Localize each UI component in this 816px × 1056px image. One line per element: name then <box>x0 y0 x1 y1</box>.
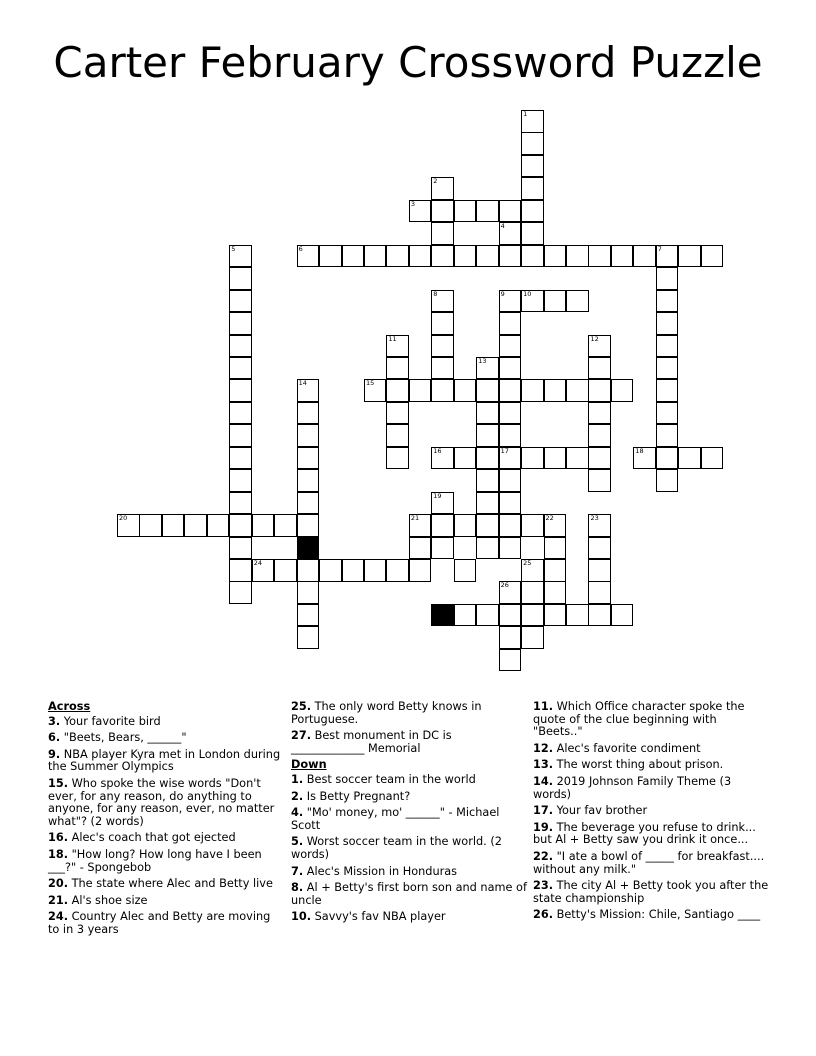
grid-cell[interactable] <box>297 424 320 447</box>
grid-cell[interactable] <box>229 312 252 335</box>
grid-cell[interactable] <box>409 200 432 223</box>
grid-cell[interactable] <box>521 245 544 268</box>
grid-cell[interactable] <box>521 379 544 402</box>
clue-number: 6. <box>48 731 61 745</box>
grid-cell[interactable] <box>656 402 679 425</box>
grid-cell[interactable] <box>701 245 724 268</box>
grid-cell[interactable] <box>544 290 567 313</box>
grid-cell[interactable] <box>162 514 185 537</box>
grid-cell[interactable] <box>431 447 454 470</box>
grid-cell[interactable] <box>364 379 387 402</box>
down-clue <box>533 909 769 922</box>
grid-cell[interactable] <box>454 245 477 268</box>
grid-cell[interactable] <box>229 537 252 560</box>
grid-cell[interactable] <box>229 379 252 402</box>
grid-cell[interactable] <box>454 514 477 537</box>
grid-cell[interactable] <box>297 626 320 649</box>
down-clue <box>533 759 769 772</box>
grid-cell[interactable] <box>229 581 252 604</box>
grid-cell[interactable] <box>454 379 477 402</box>
grid-cell[interactable] <box>476 492 499 515</box>
grid-cell[interactable] <box>499 312 522 335</box>
grid-cell[interactable] <box>342 245 365 268</box>
grid-cell[interactable] <box>409 245 432 268</box>
clue-number: 21 <box>410 514 420 523</box>
grid-cell[interactable] <box>229 245 252 268</box>
grid-cell[interactable] <box>274 559 297 582</box>
across-clue <box>48 911 284 936</box>
clue-number: 24 <box>253 559 262 567</box>
grid-cell[interactable] <box>476 604 499 627</box>
clue-number: 9 <box>500 289 505 298</box>
grid-cell[interactable] <box>319 245 342 268</box>
clue-number: 8. <box>291 881 304 895</box>
grid-cell[interactable] <box>274 514 297 537</box>
clue-text: The city Al + Betty took you after the state championship <box>533 879 769 905</box>
clue-text: "Beets, Bears, ______" <box>63 731 187 745</box>
grid-cell[interactable] <box>588 514 611 537</box>
grid-cell[interactable] <box>633 245 656 268</box>
grid-cell[interactable] <box>476 447 499 470</box>
grid-cell[interactable] <box>297 379 320 402</box>
clue-text: NBA player Kyra met in London during the Summer Olympics <box>48 747 281 774</box>
grid-cell[interactable] <box>431 379 454 402</box>
grid-cell[interactable] <box>297 559 320 582</box>
grid-cell[interactable] <box>252 559 275 582</box>
grid-cell[interactable] <box>678 447 701 470</box>
grid-cell[interactable] <box>521 177 544 200</box>
grid-cell[interactable] <box>588 447 611 470</box>
grid-cell[interactable] <box>521 514 544 537</box>
grid-cell[interactable] <box>386 357 409 380</box>
grid-cell[interactable] <box>544 447 567 470</box>
grid-cell[interactable] <box>431 335 454 358</box>
clue-number: 22. <box>533 849 554 863</box>
grid-cell[interactable] <box>229 559 252 582</box>
clue-text: The state where Alec and Betty live <box>71 877 273 891</box>
grid-cell[interactable] <box>656 357 679 380</box>
across-clue <box>48 878 284 891</box>
grid-cell[interactable] <box>454 447 477 470</box>
down-clue <box>291 882 527 907</box>
clue-number: 14. <box>533 774 554 788</box>
grid-cell[interactable] <box>588 604 611 627</box>
grid-cell[interactable] <box>656 245 679 268</box>
black-square <box>431 604 454 627</box>
grid-cell[interactable] <box>499 492 522 515</box>
clues-column-3 <box>533 701 769 926</box>
grid-cell[interactable] <box>678 245 701 268</box>
grid-cell[interactable] <box>252 514 275 537</box>
grid-cell[interactable] <box>364 245 387 268</box>
grid-cell[interactable] <box>431 177 454 200</box>
grid-cell[interactable] <box>499 335 522 358</box>
clue-number: 10. <box>291 910 312 924</box>
grid-cell[interactable] <box>386 379 409 402</box>
grid-cell[interactable] <box>588 335 611 358</box>
clue-number: 9. <box>48 747 61 761</box>
clues-column-2 <box>291 701 527 928</box>
grid-cell[interactable] <box>476 402 499 425</box>
across-clue <box>48 749 284 774</box>
grid-cell[interactable] <box>499 537 522 560</box>
clue-text: Betty's Mission: Chile, Santiago ____ <box>556 908 761 922</box>
grid-cell[interactable] <box>476 200 499 223</box>
grid-cell[interactable] <box>342 559 365 582</box>
grid-cell[interactable] <box>544 581 567 604</box>
grid-cell[interactable] <box>499 402 522 425</box>
clue-number: 2 <box>433 177 438 186</box>
clue-number: 20. <box>48 877 69 891</box>
grid-cell[interactable] <box>386 424 409 447</box>
grid-cell[interactable] <box>454 200 477 223</box>
clue-number: 15 <box>365 379 375 388</box>
grid-cell[interactable] <box>499 222 522 245</box>
down-clue <box>533 805 769 818</box>
grid-cell[interactable] <box>499 447 522 470</box>
clue-number: 14 <box>298 379 307 388</box>
grid-cell[interactable] <box>431 537 454 560</box>
grid-cell[interactable] <box>297 581 320 604</box>
grid-cell[interactable] <box>588 581 611 604</box>
clue-text: Your favorite bird <box>63 714 161 728</box>
grid-cell[interactable] <box>566 290 589 313</box>
across-clue <box>291 730 527 755</box>
grid-cell[interactable] <box>633 447 656 470</box>
clue-text: Your fav brother <box>556 804 648 818</box>
clue-number: 23 <box>590 514 599 523</box>
clue-number: 20 <box>119 514 128 523</box>
clue-number: 7 <box>657 244 662 253</box>
clue-text: Alec's Mission in Honduras <box>306 864 458 878</box>
across-clue <box>291 701 527 726</box>
grid-cell[interactable] <box>656 424 679 447</box>
clue-number: 12. <box>533 741 554 755</box>
down-clue <box>291 774 527 787</box>
grid-cell[interactable] <box>476 379 499 402</box>
grid-cell[interactable] <box>611 379 634 402</box>
clue-number: 25. <box>291 700 312 713</box>
grid-cell[interactable] <box>588 424 611 447</box>
grid-cell[interactable] <box>656 447 679 470</box>
grid-cell[interactable] <box>521 559 544 582</box>
grid-cell[interactable] <box>566 604 589 627</box>
clue-text: Which Office character spoke the quote of the clue beginning with "Beets.." <box>533 700 745 739</box>
grid-cell[interactable] <box>588 357 611 380</box>
across-heading: Across <box>48 700 91 713</box>
across-clue <box>48 778 284 828</box>
grid-cell[interactable] <box>431 245 454 268</box>
clue-number: 24. <box>48 910 69 924</box>
clue-number: 26 <box>500 581 509 590</box>
clue-number: 19 <box>433 491 442 500</box>
grid-cell[interactable] <box>431 200 454 223</box>
grid-cell[interactable] <box>566 245 589 268</box>
across-clue <box>48 732 284 745</box>
clue-number: 23. <box>533 879 554 893</box>
clue-text: "I ate a bowl of _____ for breakfast.... without any milk." <box>533 849 765 876</box>
clue-number: 7. <box>291 864 304 878</box>
grid-cell[interactable] <box>521 222 544 245</box>
clue-number: 19. <box>533 820 554 834</box>
across-clue <box>48 832 284 845</box>
clue-number: 27. <box>291 729 312 743</box>
clue-number: 3 <box>410 199 415 208</box>
grid-cell[interactable] <box>611 604 634 627</box>
clue-text: Worst soccer team in the world. (2 words) <box>291 835 502 861</box>
clue-number: 15. <box>48 776 69 790</box>
clue-number: 8 <box>433 289 438 298</box>
grid-cell[interactable] <box>544 604 567 627</box>
clue-number: 1 <box>523 110 528 118</box>
down-clue <box>533 701 769 739</box>
grid-cell[interactable] <box>656 379 679 402</box>
grid-cell[interactable] <box>588 245 611 268</box>
clue-text: Savvy's fav NBA player <box>314 910 446 924</box>
grid-cell[interactable] <box>229 492 252 515</box>
grid-cell[interactable] <box>207 514 230 537</box>
grid-cell[interactable] <box>386 559 409 582</box>
grid-cell[interactable] <box>499 581 522 604</box>
grid-cell[interactable] <box>184 514 207 537</box>
grid-cell[interactable] <box>297 469 320 492</box>
clue-text: The worst thing about prison. <box>556 758 724 772</box>
clue-text: Al + Betty's first born son and name of uncle <box>291 881 527 907</box>
grid-cell[interactable] <box>431 492 454 515</box>
across-clue <box>48 849 284 874</box>
grid-cell[interactable] <box>386 447 409 470</box>
down-clue <box>533 743 769 756</box>
grid-cell[interactable] <box>656 335 679 358</box>
grid-cell[interactable] <box>117 514 140 537</box>
grid-cell[interactable] <box>476 424 499 447</box>
clue-number: 4. <box>291 806 304 820</box>
grid-cell[interactable] <box>566 447 589 470</box>
grid-cell[interactable] <box>499 379 522 402</box>
down-clue <box>291 911 527 924</box>
grid-cell[interactable] <box>139 514 162 537</box>
grid-cell[interactable] <box>476 245 499 268</box>
across-clue <box>48 895 284 908</box>
clue-text: Is Betty Pregnant? <box>306 789 411 803</box>
clue-number: 5 <box>231 244 236 253</box>
clue-number: 21. <box>48 893 69 907</box>
grid-cell[interactable] <box>499 357 522 380</box>
grid-cell[interactable] <box>499 424 522 447</box>
clue-number: 1. <box>291 772 304 786</box>
grid-cell[interactable] <box>656 469 679 492</box>
grid-cell[interactable] <box>229 357 252 380</box>
grid-cell[interactable] <box>499 469 522 492</box>
grid-cell[interactable] <box>229 514 252 537</box>
clue-text: 2019 Johnson Family Theme (3 words) <box>533 774 732 801</box>
grid-cell[interactable] <box>656 267 679 290</box>
down-clue <box>291 866 527 879</box>
grid-cell[interactable] <box>521 290 544 313</box>
down-clue <box>291 791 527 804</box>
clue-text: Alec's favorite condiment <box>556 741 701 755</box>
grid-cell[interactable] <box>499 200 522 223</box>
grid-cell[interactable] <box>521 200 544 223</box>
clue-number: 16. <box>48 831 69 845</box>
grid-cell[interactable] <box>521 447 544 470</box>
clue-number: 25 <box>523 559 532 567</box>
down-clue <box>533 851 769 876</box>
grid-cell[interactable] <box>588 379 611 402</box>
clue-number: 17. <box>533 804 554 818</box>
grid-cell[interactable] <box>229 469 252 492</box>
grid-cell[interactable] <box>499 245 522 268</box>
grid-cell[interactable] <box>386 335 409 358</box>
grid-cell[interactable] <box>297 402 320 425</box>
clue-number: 13. <box>533 758 554 772</box>
clues-column-1 <box>48 701 284 941</box>
down-clue <box>291 836 527 861</box>
grid-cell[interactable] <box>431 312 454 335</box>
clue-number: 11. <box>533 700 554 713</box>
grid-cell[interactable] <box>229 424 252 447</box>
grid-cell[interactable] <box>229 335 252 358</box>
clue-text: Who spoke the wise words "Don't ever, for any reason, do anything to anyone, for any reason, ever, no matter what"? (2 words) <box>48 776 275 828</box>
grid-cell[interactable] <box>431 222 454 245</box>
grid-cell[interactable] <box>544 514 567 537</box>
grid-cell[interactable] <box>431 357 454 380</box>
grid-cell[interactable] <box>521 110 544 133</box>
grid-cell[interactable] <box>409 559 432 582</box>
grid-cell[interactable] <box>229 267 252 290</box>
grid-cell[interactable] <box>431 290 454 313</box>
grid-cell[interactable] <box>544 245 567 268</box>
grid-cell[interactable] <box>566 379 589 402</box>
grid-cell[interactable] <box>229 402 252 425</box>
grid-cell[interactable] <box>476 357 499 380</box>
grid-cell[interactable] <box>454 559 477 582</box>
grid-cell[interactable] <box>499 604 522 627</box>
clue-text: Alec's coach that got ejected <box>71 831 236 845</box>
clue-text: "How long? How long have I been ___?" - Spongebob <box>48 847 262 874</box>
grid-cell[interactable] <box>386 245 409 268</box>
grid-cell[interactable] <box>521 155 544 178</box>
grid-cell[interactable] <box>588 559 611 582</box>
grid-cell[interactable] <box>229 447 252 470</box>
grid-cell[interactable] <box>297 447 320 470</box>
down-heading: Down <box>291 758 327 772</box>
grid-cell[interactable] <box>544 537 567 560</box>
grid-cell[interactable] <box>521 581 544 604</box>
across-clue <box>48 716 284 729</box>
clue-number: 11 <box>388 334 397 343</box>
grid-cell[interactable] <box>229 290 252 313</box>
clue-number: 12 <box>590 334 599 343</box>
grid-cell[interactable] <box>499 290 522 313</box>
grid-cell[interactable] <box>588 469 611 492</box>
grid-cell[interactable] <box>499 514 522 537</box>
clue-number: 26. <box>533 908 554 922</box>
clue-number: 6 <box>298 244 303 253</box>
grid-cell[interactable] <box>297 514 320 537</box>
clue-number: 17 <box>500 446 509 455</box>
clue-text: Country Alec and Betty are moving to in 3 years <box>48 910 271 936</box>
clue-text: The beverage you refuse to drink... but Al + Betty saw you drink it once... <box>533 820 756 847</box>
grid-cell[interactable] <box>499 626 522 649</box>
grid-cell[interactable] <box>499 649 522 672</box>
grid-cell[interactable] <box>386 402 409 425</box>
grid-cell[interactable] <box>454 604 477 627</box>
clue-number: 13 <box>478 356 487 365</box>
grid-cell[interactable] <box>656 290 679 313</box>
grid-cell[interactable] <box>588 402 611 425</box>
down-clue <box>533 880 769 905</box>
grid-cell[interactable] <box>431 514 454 537</box>
clue-number: 18 <box>635 446 644 455</box>
grid-cell[interactable] <box>544 379 567 402</box>
grid-cell[interactable] <box>701 447 724 470</box>
black-square <box>297 537 320 560</box>
grid-cell[interactable] <box>521 604 544 627</box>
grid-cell[interactable] <box>611 245 634 268</box>
clue-number: 2. <box>291 789 304 803</box>
grid-cell[interactable] <box>319 559 342 582</box>
grid-cell[interactable] <box>521 132 544 155</box>
clue-number: 18. <box>48 847 69 861</box>
grid-cell[interactable] <box>476 537 499 560</box>
clue-number: 22 <box>545 514 554 523</box>
grid-cell[interactable] <box>544 559 567 582</box>
grid-cell[interactable] <box>297 604 320 627</box>
clue-number: 5. <box>291 835 304 849</box>
clue-text: "Mo' money, mo' ______" - Michael Scott <box>291 806 500 832</box>
down-clue <box>533 822 769 847</box>
clue-text: Best monument in DC is _____________ Memorial <box>291 729 452 755</box>
clue-number: 27 <box>433 603 442 612</box>
grid-cell[interactable] <box>476 469 499 492</box>
grid-cell[interactable] <box>656 312 679 335</box>
grid-cell[interactable] <box>476 514 499 537</box>
page-title: Carter February Crossword Puzzle <box>53 38 763 87</box>
down-clue <box>533 776 769 801</box>
clue-number: 3. <box>48 714 61 728</box>
clue-text: Al's shoe size <box>71 893 148 907</box>
clue-text: The only word Betty knows in Portuguese. <box>291 700 482 726</box>
clue-text: Best soccer team in the world <box>306 772 476 786</box>
grid-cell[interactable] <box>588 537 611 560</box>
clue-number: 4 <box>500 222 505 231</box>
grid-cell[interactable] <box>297 492 320 515</box>
grid-cell[interactable] <box>409 379 432 402</box>
grid-cell[interactable] <box>409 514 432 537</box>
clue-number: 16 <box>433 446 442 455</box>
down-clue <box>291 807 527 832</box>
grid-cell[interactable] <box>521 626 544 649</box>
grid-cell[interactable] <box>297 245 320 268</box>
grid-cell[interactable] <box>364 559 387 582</box>
clue-number: 10 <box>523 289 532 298</box>
grid-cell[interactable] <box>409 537 432 560</box>
